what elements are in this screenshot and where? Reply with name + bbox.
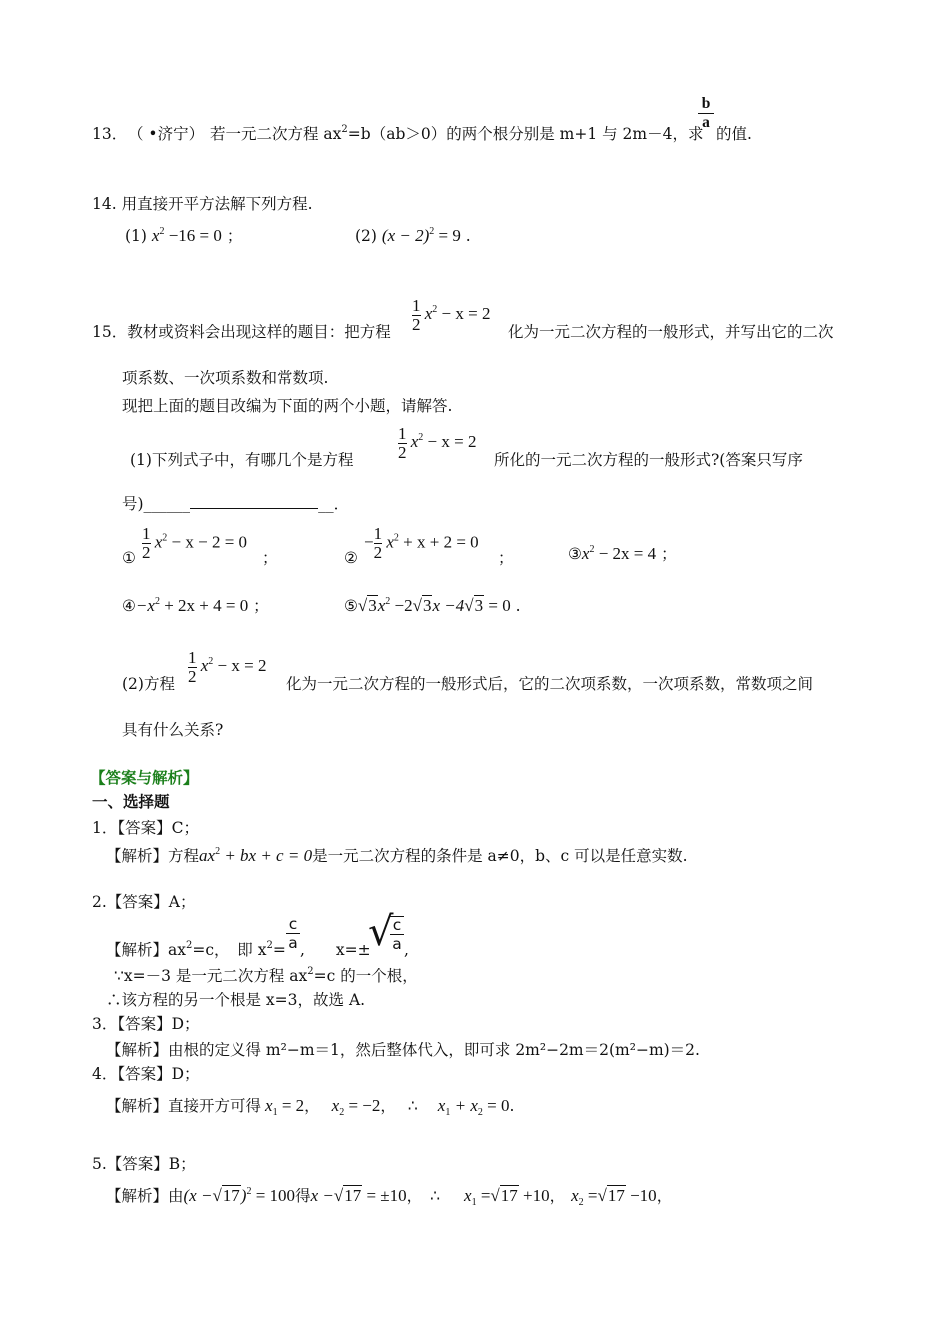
q13-tail: 的值.: [716, 125, 752, 143]
answer-1-explanation: 【解析】方程$ax^2$ + bx + c = 0是一元二次方程的条件是 a≠0，b、c 可以是任意实数.: [106, 846, 688, 865]
q15-sub1: (1)下列式子中，有哪几个是方程: [130, 451, 354, 469]
option-3: $③x^2 - 2x = 4$ ；: [568, 544, 677, 563]
answer-4-explanation: 【解析】直接开方可得 $x_1 = 2$， $x_2 = -2$， ∴ $x_1 + x_2 = 0$.: [106, 1096, 515, 1118]
answer-2-line3: ∴该方程的另一个根是 x=3，故选 A.: [106, 991, 366, 1009]
answer-3: 3．【答案】D；: [92, 1015, 200, 1033]
q13-source: （ •济宁）: [128, 125, 205, 143]
q15-line3: 现把上面的题目改编为下面的两个小题，请解答.: [122, 397, 453, 415]
answer-3-explanation: 【解析】由根的定义得 m²−m＝1，然后整体代入，即可求 2m²−2m＝2(m²−m)＝2.: [106, 1041, 700, 1059]
q15-sub2: (2)方程: [122, 675, 175, 693]
q15-sub2-equation: $\frac{1}{2}$ $x^2 - x = 2$: [188, 648, 267, 686]
q15-sub1-answer-line: 号)______ __．: [122, 495, 350, 513]
q15-sub1-equation: $\frac{1}{2}$ $x^2 - x = 2$: [398, 424, 477, 462]
answers-section: 一、选择题: [92, 793, 170, 811]
q14-title: 14. 用直接开平方法解下列方程.: [92, 195, 313, 213]
answer-1: 1．【答案】C；: [92, 819, 199, 837]
q14-part1: (1) $x^2 -16 = 0$ ；: [125, 226, 243, 245]
q13-number: 13．: [92, 125, 128, 143]
answer-5-explanation: 【解析】由$(x -√17)^2 = 100$得x −√17 = ±10， ∴ $x_1 =√17 +10$， $x_2 =√17 -10$，: [106, 1186, 673, 1208]
answer-blank[interactable]: [190, 494, 318, 509]
q15-sub1-tail: 所化的一元二次方程的一般形式?(答案只写序: [494, 451, 803, 469]
q15-sub2-tail: 化为一元二次方程的一般形式后，它的二次项系数，一次项系数，常数项之间: [286, 675, 814, 693]
answer-2-line2: ∵x=－3 是一元二次方程 $ax^2=c$ 的一个根，: [114, 966, 418, 985]
q13-text: 若一元二次方程 $ax^2=b(ab>0)$的两个根分别是 m+1 与 2m－4，求: [210, 124, 704, 143]
q15-line1-tail: 化为一元二次方程的一般形式，并写出它的二次: [508, 323, 834, 341]
q14-part2: (2) $(x - 2)^2 = 9$ .: [355, 226, 471, 245]
option-5: $⑤√3x^2 -2√3x -4√3 = 0$ .: [344, 596, 521, 615]
q15-equation: $\frac{1}{2}$ $x^2 - x = 2$: [412, 296, 491, 334]
q15-line1: 15．教材或资料会出现这样的题目：把方程: [92, 323, 391, 341]
q15-line2: 项系数、一次项系数和常数项.: [122, 369, 329, 387]
q13-fraction: b a: [698, 96, 714, 131]
answers-header: 【答案与解析】: [90, 769, 199, 787]
answer-5: 5.【答案】B；: [92, 1155, 196, 1173]
option-4: $④-x^2 + 2x + 4 = 0$ ；: [122, 596, 269, 615]
q15-sub2-end: 具有什么关系?: [122, 721, 224, 739]
answer-4: 4．【答案】D；: [92, 1065, 200, 1083]
answer-2: 2.【答案】A；: [92, 893, 196, 911]
